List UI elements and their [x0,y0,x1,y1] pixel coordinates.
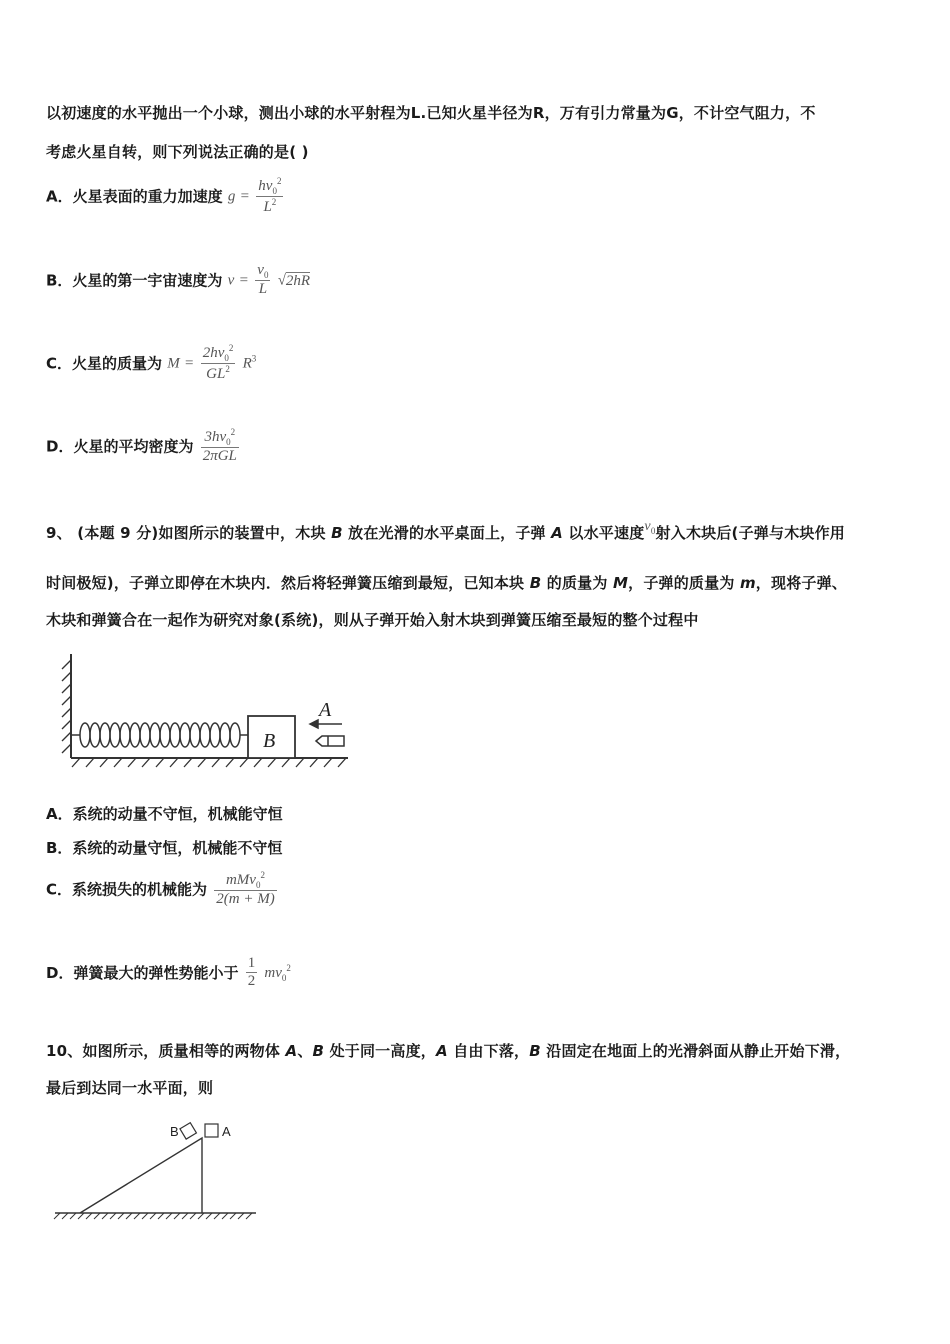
formula-fraction: $\frac{hv_0^2}{L^2}$ [258,176,282,215]
q8-text-line2: 考虑火星自转，则下列说法正确的是( ) [46,143,309,161]
bullet-label: A [319,699,332,721]
q9-option-c[interactable] [46,870,279,908]
q10-text-line2: 最后到达同一水平面，则 [46,1079,214,1097]
option-label: C．系统损失的机械能为 [46,880,208,899]
option-label: A．火星表面的重力加速度 [46,187,223,206]
formula-fraction: $\frac{mMv_0^2}{2(m + M)}$ [216,870,275,907]
formula-fraction: $\frac{v_0}{L}$ [257,262,269,297]
formula-fraction: $\frac{3hv_0^2}{\text{2πGL}}$ [202,427,237,464]
spring-block-figure [58,650,353,772]
block-b [180,1123,196,1139]
formula-fraction: $\frac{2hv_0^2}{GL^2}$ [202,343,234,382]
label-b: B [170,1124,179,1139]
formula-lhs: g [227,188,236,205]
label-a: A [222,1124,231,1139]
spring-icon [71,723,248,747]
arrow-left-icon [310,720,342,728]
q8-option-c[interactable]: C．火星的质量为 M = $\frac{2hv_0^2}{GL^2}$ $R^3$ [46,343,257,382]
option-label: D．弹簧最大的弹性势能小于 [46,964,239,982]
q10-text-line1: 10、如图所示，质量相等的两物体 A、B 处于同一高度，A 自由下落，B 沿固定在地面上的光滑斜面从静止开始下滑， [46,1042,851,1060]
q9-option-d[interactable]: D．弹簧最大的弹性势能小于 $\frac{1}{2}$ $mv_0^2$ [46,955,291,989]
bullet-icon [316,736,344,746]
option-label: D．火星的平均密度为 [46,437,194,456]
block-label: B [263,730,276,752]
block-a [205,1124,218,1137]
incline-slope [80,1138,202,1213]
q9-text-line3: 木块和弹簧合在一起作为研究对象(系统)，则从子弹开始入射木块到弹簧压缩至最短的整个过程中 [46,611,699,629]
q8-option-a[interactable]: A．火星表面的重力加速度 g = $\frac{hv_0^2}{L^2}$ [46,176,282,215]
q8-text-line1: 以初速度的水平抛出一个小球，测出小球的水平射程为L.已知火星半径为R，万有引力常量为G，不计空气阻力，不 [46,104,816,122]
q8-option-b[interactable]: B．火星的第一宇宙速度为 v = $\frac{v_0}{L}$ √2hR [46,262,311,297]
q9-text-line2: 时间极短)，子弹立即停在木块内．然后将轻弹簧压缩到最短，已知本块 B 的质量为 M，子弹的质量为 m，现将子弹、 [46,574,847,592]
q9-option-a[interactable]: A．系统的动量不守恒，机械能守恒 [46,805,283,823]
option-label: C．火星的质量为 [46,354,163,373]
q9-option-b[interactable]: B．系统的动量守恒，机械能不守恒 [46,839,283,857]
q9-text-line1: 9、 (本题 9 分)如图所示的装置中，木块 B 放在光滑的水平桌面上，子弹 A 以水平速度$v_0$射入木块后(子弹与木块作用 [46,519,846,542]
option-label: B．火星的第一宇宙速度为 [46,271,223,290]
sqrt-icon: √ [277,272,286,289]
formula-fraction: $\frac{1}{2}$ [247,955,256,989]
incline-figure [50,1116,265,1224]
q8-option-d[interactable] [46,427,241,465]
